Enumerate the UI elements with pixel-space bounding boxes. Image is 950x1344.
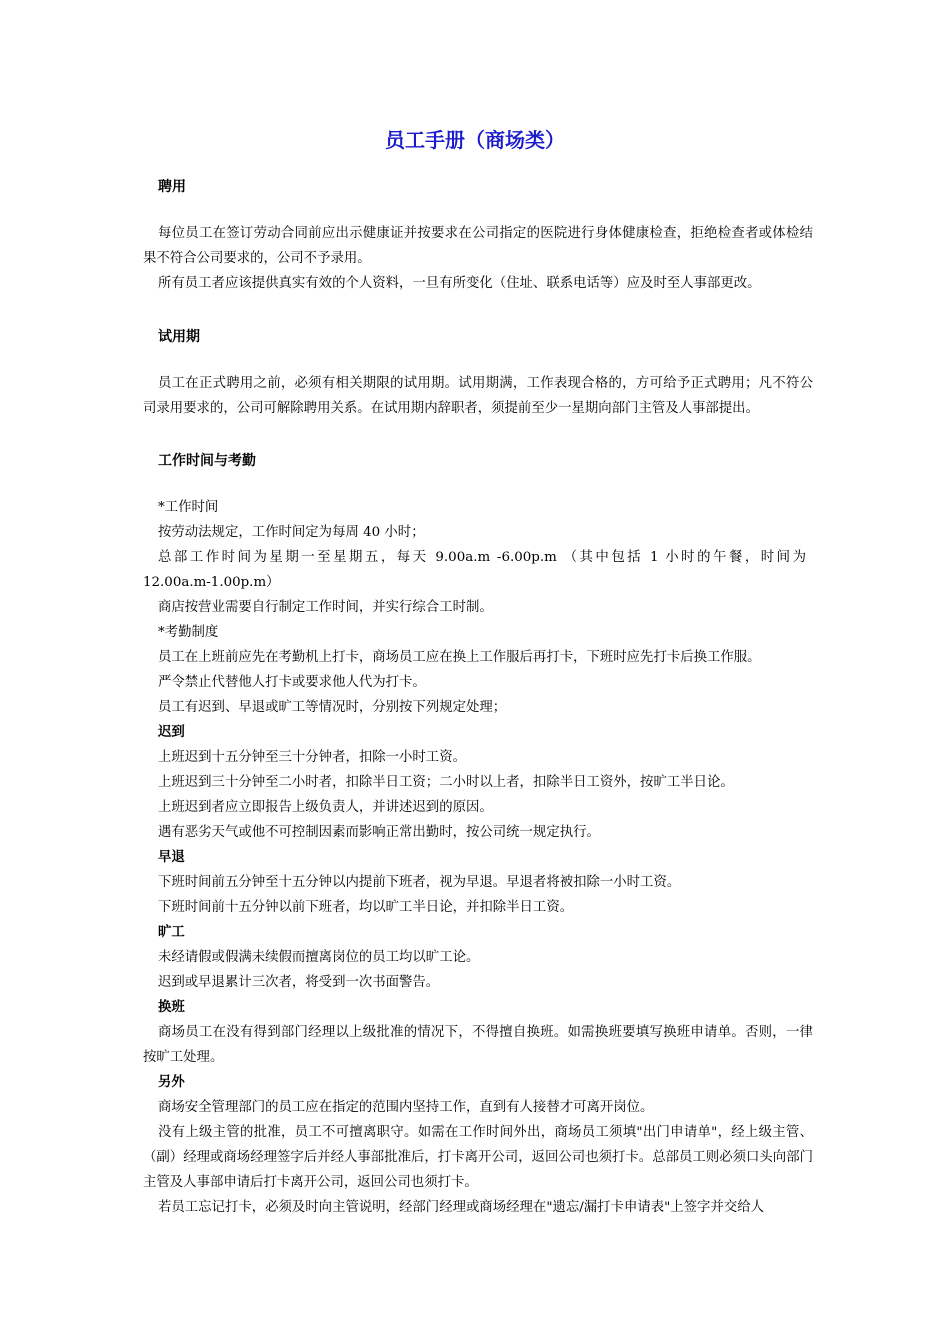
text-line: *工作时间 xyxy=(158,500,219,515)
text-line: 迟到或早退累计三次者，将受到一次书面警告。 xyxy=(158,975,440,990)
paragraph-hiring-1: 每位员工在签订劳动合同前应出示健康证并按要求在公司指定的医院进行身体健康检查，拒绝检查者或体检结果不符合公司要求的，公司不予录用。 xyxy=(143,226,813,266)
text-line: 12.00a.m-1.00p.m） xyxy=(143,575,280,590)
text-line: 上班迟到十五分钟至三十分钟者，扣除一小时工资。 xyxy=(158,750,466,765)
text-line: 总部工作时间为星期一至星期五，每天 9.00a.m -6.00p.m （其中包括 1 小时的午餐，时间为 xyxy=(158,550,806,565)
section-heading-hiring: 聘用 xyxy=(158,179,186,195)
section-heading-probation: 试用期 xyxy=(158,329,200,345)
text-line: 商店按营业需要自行制定工作时间，并实行综合工时制。 xyxy=(158,600,493,615)
text-line: 未经请假或假满未续假而擅离岗位的员工均以旷工论。 xyxy=(158,950,480,965)
text-line: 上班迟到三十分钟至二小时者，扣除半日工资；二小时以上者，扣除半日工资外，按旷工半日论。 xyxy=(158,775,734,790)
text-line: 员工在上班前应先在考勤机上打卡，商场员工应在换上工作服后再打卡，下班时应先打卡后换工作服。 xyxy=(158,650,761,665)
paragraph-other-2: 没有上级主管的批准，员工不可擅离职守。如需在工作时间外出，商场员工须填"出门申请单"，经上级主管、（副）经理或商场经理签字后并经人事部批准后，打卡离开公司，返回公司也须打卡。总部员工则必须口头向部门主管及人事部申请后打卡离开公司，返回公司也须打卡。 xyxy=(143,1125,813,1190)
text-line: 下班时间前十五分钟以前下班者，均以旷工半日论，并扣除半日工资。 xyxy=(158,900,574,915)
document-title: 员工手册（商场类） xyxy=(385,128,565,152)
text-line: 严令禁止代替他人打卡或要求他人代为打卡。 xyxy=(158,675,426,690)
paragraph-other-3: 若员工忘记打卡，必须及时向主管说明，经部门经理或商场经理在"遗忘/漏打卡申请表"上签字并交给人 xyxy=(158,1200,765,1215)
subheading-late: 迟到 xyxy=(158,725,185,740)
subheading-shift-change: 换班 xyxy=(158,1000,185,1015)
text-line: 下班时间前五分钟至十五分钟以内提前下班者，视为早退。早退者将被扣除一小时工资。 xyxy=(158,875,681,890)
subheading-early-leave: 早退 xyxy=(158,850,185,865)
text-line: *考勤制度 xyxy=(158,625,219,640)
text-line: 遇有恶劣天气或他不可控制因素而影响正常出勤时，按公司统一规定执行。 xyxy=(158,825,600,840)
text-line: 上班迟到者应立即报告上级负责人，并讲述迟到的原因。 xyxy=(158,800,493,815)
paragraph-hiring-2: 所有员工者应该提供真实有效的个人资料，一旦有所变化（住址、联系电话等）应及时至人事部更改。 xyxy=(158,276,761,291)
subheading-absence: 旷工 xyxy=(158,925,185,940)
section-heading-work-time: 工作时间与考勤 xyxy=(158,453,256,469)
text-line: 员工有迟到、早退或旷工等情况时，分别按下列规定处理； xyxy=(158,700,507,715)
paragraph-shift-1: 商场员工在没有得到部门经理以上级批准的情况下，不得擅自换班。如需换班要填写换班申请单。否则，一律按旷工处理。 xyxy=(143,1025,813,1065)
subheading-other: 另外 xyxy=(158,1075,185,1090)
text-line: 按劳动法规定，工作时间定为每周 40 小时； xyxy=(158,525,425,540)
paragraph-probation-1: 员工在正式聘用之前，必须有相关期限的试用期。试用期满，工作表现合格的，方可给予正式聘用；凡不符公司录用要求的，公司可解除聘用关系。在试用期内辞职者，须提前至少一星期向部门主管及人事部提出。 xyxy=(143,376,813,416)
text-line: 商场安全管理部门的员工应在指定的范围内坚持工作，直到有人接替才可离开岗位。 xyxy=(158,1100,654,1115)
